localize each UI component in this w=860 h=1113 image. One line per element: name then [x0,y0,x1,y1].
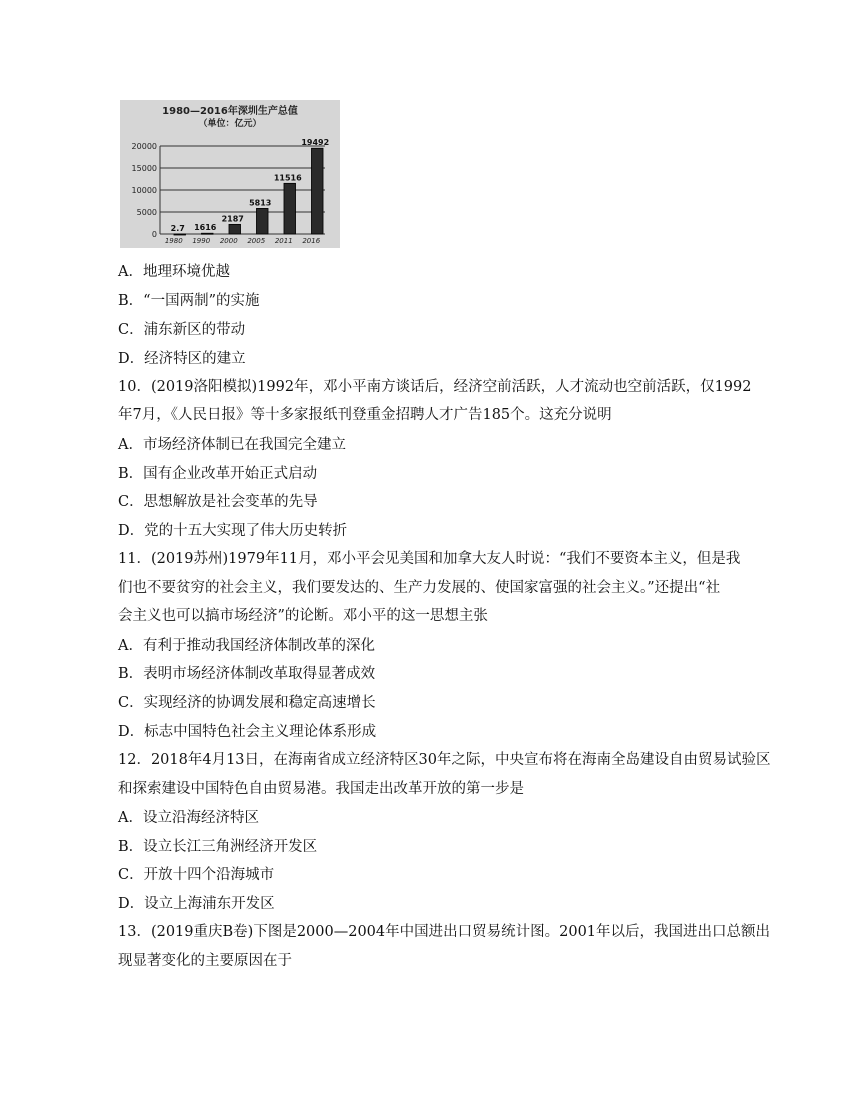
q11-stem-line-1: 11．(2019苏州)1979年11月，邓小平会见美国和加拿大友人时说：“我们不要资本主义，但是我 [118,551,741,567]
data-label: 1616 [194,223,217,233]
data-label: 2187 [221,214,244,224]
q10-stem-line-2: 年7月，《人民日报》等十多家报纸刊登重金招聘人才广告185个。这充分说明 [118,407,612,423]
x-tick-label: 2011 [274,237,293,245]
bar [174,234,186,235]
q11-option-a: A．有利于推动我国经济体制改革的深化 [118,638,375,654]
y-tick-label: 0 [151,230,157,239]
bar [201,233,213,234]
y-tick-label: 20000 [131,142,157,151]
y-tick-label: 5000 [136,208,157,217]
x-tick-label: 2016 [302,237,321,245]
q9-option-c: C．浦东新区的带动 [118,322,246,338]
q10-option-d: D．党的十五大实现了伟大历史转折 [118,523,348,539]
q11-option-b: B．表明市场经济体制改革取得显著成效 [118,666,376,682]
q9-option-d: D．经济特区的建立 [118,351,246,367]
q10-option-c: C．思想解放是社会变革的先导 [118,494,318,510]
x-tick-label: 2000 [219,237,238,245]
q10-stem-line-1: 10．(2019洛阳模拟)1992年，邓小平南方谈话后，经济空前活跃，人才流动也空前活跃，仅1992 [118,379,752,395]
q11-option-d: D．标志中国特色社会主义理论体系形成 [118,724,377,740]
q11-stem-line-2: 们也不要贫穷的社会主义，我们要发达的、生产力发展的、使国家富强的社会主义。”还提出“社 [118,580,721,596]
data-label: 2.7 [170,223,185,233]
y-tick-label: 15000 [131,164,157,173]
bar [256,208,268,234]
chart-subtitle: （单位：亿元） [198,119,262,129]
q12-option-d: D．设立上海浦东开发区 [118,896,275,912]
bar [284,183,296,234]
q9-option-a: A．地理环境优越 [118,264,230,280]
q10-option-a: A．市场经济体制已在我国完全建立 [118,437,346,453]
x-tick-label: 1980 [164,237,183,245]
data-label: 11516 [273,173,302,183]
chart-title: 1980—2016年深圳生产总值 [162,106,298,117]
x-tick-label: 2005 [247,237,266,245]
q13-stem-line-1: 13．(2019重庆B卷)下图是2000—2004年中国进出口贸易统计图。2001年以后，我国进出口总额出 [118,924,771,940]
y-tick-label: 10000 [131,186,157,195]
q12-option-b: B．设立长江三角洲经济开发区 [118,839,318,855]
q12-option-a: A．设立沿海经济特区 [118,810,259,826]
data-label: 5813 [249,198,272,208]
q10-option-b: B．国有企业改革开始正式启动 [118,466,318,482]
bar [311,148,323,234]
bar [229,224,241,234]
gdp-bar-chart [120,100,340,248]
x-tick-label: 1990 [192,237,211,245]
q12-stem-line-2: 和探索建设中国特色自由贸易港。我国走出改革开放的第一步是 [118,781,524,797]
q11-option-c: C．实现经济的协调发展和稳定高速增长 [118,695,376,711]
q9-option-b: B．“一国两制”的实施 [118,293,260,309]
q11-stem-line-3: 会主义也可以搞市场经济”的论断。邓小平的这一思想主张 [118,608,488,624]
q12-stem-line-1: 12．2018年4月13日，在海南省成立经济特区30年之际，中央宣布将在海南全岛建设自由贸易试验区 [118,752,771,768]
data-label: 19492 [301,138,330,148]
q13-stem-line-2: 现显著变化的主要原因在于 [118,953,292,969]
q12-option-c: C．开放十四个沿海城市 [118,867,275,883]
